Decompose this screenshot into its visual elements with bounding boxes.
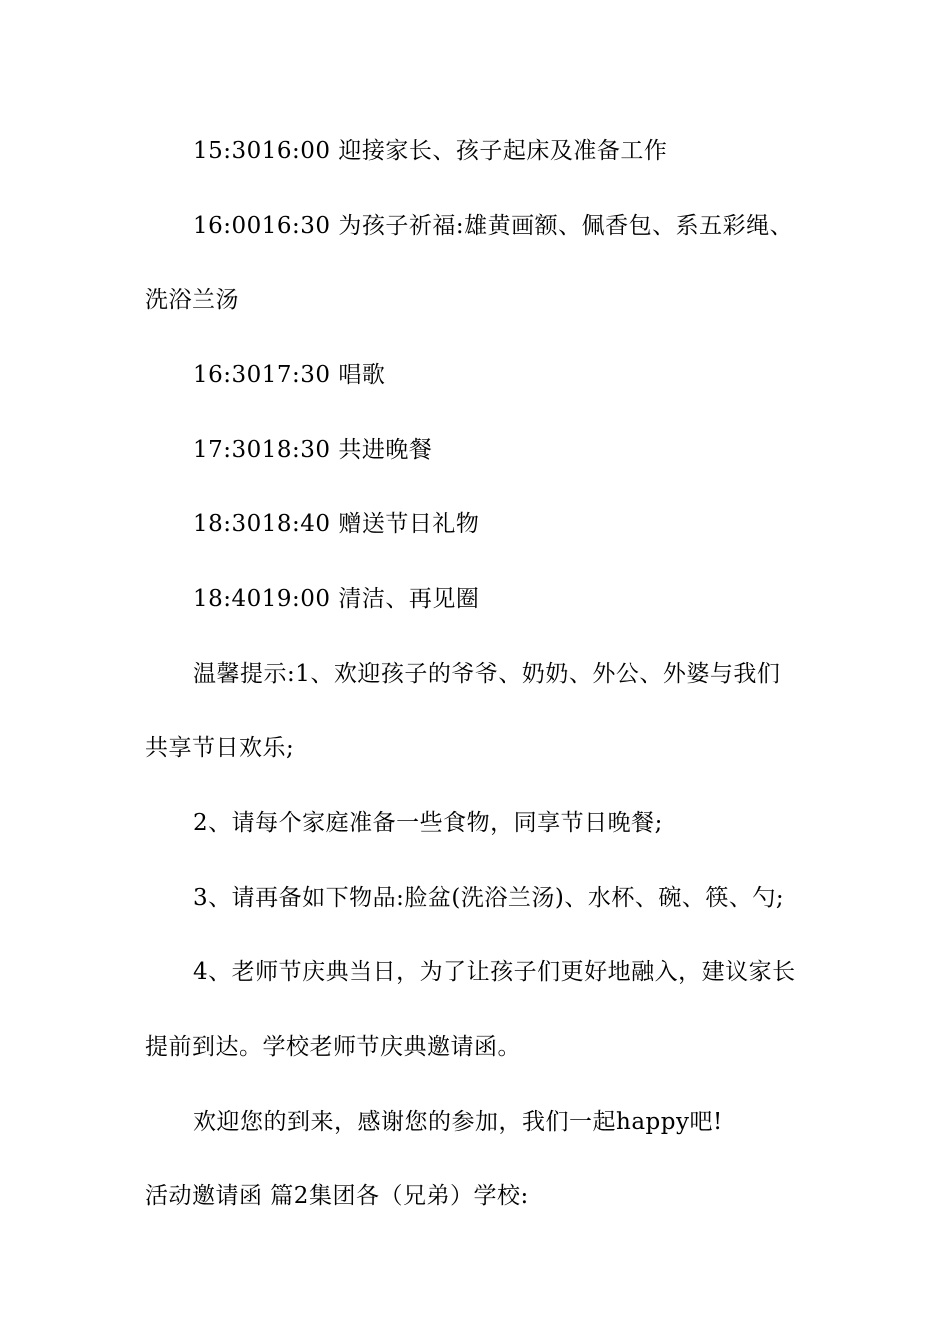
tips-line-4-continued: 提前到达。学校老师节庆典邀请函。 xyxy=(145,1034,521,1060)
tips-line-2: 2、请每个家庭准备一些食物，同享节日晚餐; xyxy=(193,810,663,836)
schedule-line-3: 16:3017:30 唱歌 xyxy=(193,362,386,388)
tips-line-3: 3、请再备如下物品:脸盆(洗浴兰汤)、水杯、碗、筷、勺; xyxy=(193,885,785,911)
tips-line-1-continued: 共享节日欢乐; xyxy=(145,735,295,761)
schedule-line-2: 16:0016:30 为孩子祈福:雄黄画额、佩香包、系五彩绳、 xyxy=(193,213,794,239)
tips-line-1: 温馨提示:1、欢迎孩子的爷爷、奶奶、外公、外婆与我们 xyxy=(193,661,781,687)
tips-line-4: 4、老师节庆典当日，为了让孩子们更好地融入，建议家长 xyxy=(193,959,796,985)
welcome-line: 欢迎您的到来，感谢您的参加，我们一起happy吧! xyxy=(193,1109,723,1135)
schedule-line-5: 18:3018:40 赠送节日礼物 xyxy=(193,511,480,537)
invitation-heading: 活动邀请函 篇2集团各（兄弟）学校: xyxy=(145,1183,529,1209)
schedule-line-4: 17:3018:30 共进晚餐 xyxy=(193,437,433,463)
schedule-line-2-continued: 洗浴兰汤 xyxy=(145,287,239,313)
schedule-line-6: 18:4019:00 清洁、再见圈 xyxy=(193,586,480,612)
schedule-line-1: 15:3016:00 迎接家长、孩子起床及准备工作 xyxy=(193,138,668,164)
